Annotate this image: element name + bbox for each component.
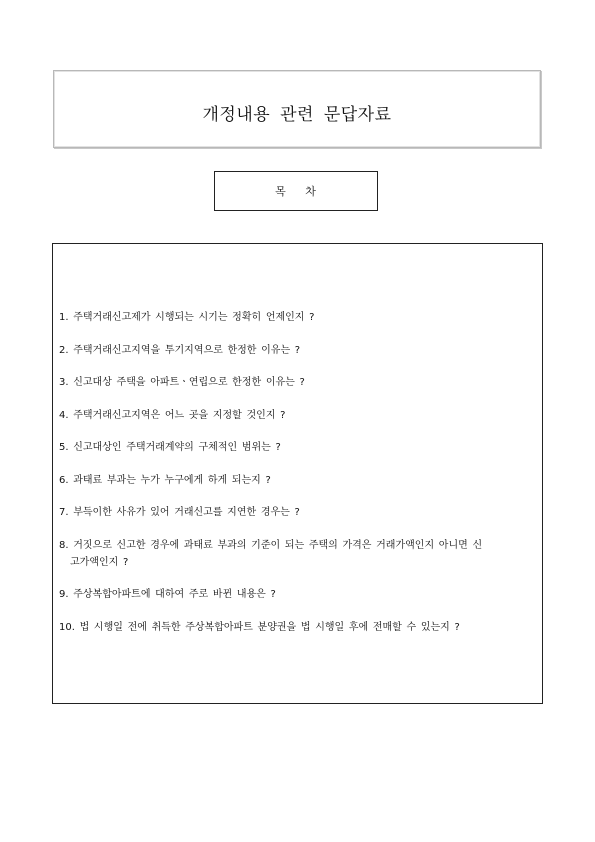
toc-heading-box [214, 171, 378, 211]
question-text-continuation: 고가액인지 ? [70, 556, 129, 568]
question-text: 2. 주택거래신고지역을 투기지역으로 한정한 이유는 ? [59, 344, 301, 356]
list-item [59, 504, 537, 521]
question-text: 5. 신고대상인 주택거래계약의 구체적인 범위는 ? [59, 442, 281, 453]
toc-heading: 목 차 [275, 185, 317, 198]
list-item [59, 537, 537, 571]
document-title-box [53, 70, 541, 148]
question-text: 10. 법 시행일 전에 취득한 주상복합아파트 분양권을 법 시행일 후에 전매할 수 있는지 ? [59, 621, 460, 633]
list-item [59, 439, 537, 456]
list-item [59, 374, 537, 391]
list-item [59, 619, 537, 636]
list-item [59, 342, 537, 359]
list-item [59, 586, 537, 603]
question-list-box [52, 243, 543, 704]
question-text: 9. 주상복합아파트에 대하여 주로 바뀐 내용은 ? [59, 589, 276, 600]
question-text: 6. 과태료 부과는 누가 누구에게 하게 되는지 ? [59, 474, 271, 486]
question-text: 1. 주택거래신고제가 시행되는 시기는 정확히 언제인지 ? [59, 312, 315, 323]
question-text: 3. 신고대상 주택을 아파트ㆍ연립으로 한정한 이유는 ? [59, 377, 305, 388]
list-item [59, 407, 537, 424]
question-text: 4. 주택거래신고지역은 어느 곳을 지정할 것인지 ? [59, 409, 286, 421]
list-item [59, 472, 537, 489]
question-list [59, 309, 537, 651]
list-item [59, 309, 537, 326]
document-title: 개정내용 관련 문답자료 [202, 104, 392, 125]
question-text: 7. 부득이한 사유가 있어 거래신고를 지연한 경우는 ? [59, 507, 300, 518]
question-text: 8. 거짓으로 신고한 경우에 과태료 부과의 기준이 되는 주택의 가격은 거래가액인지 아니면 신 [59, 539, 483, 551]
